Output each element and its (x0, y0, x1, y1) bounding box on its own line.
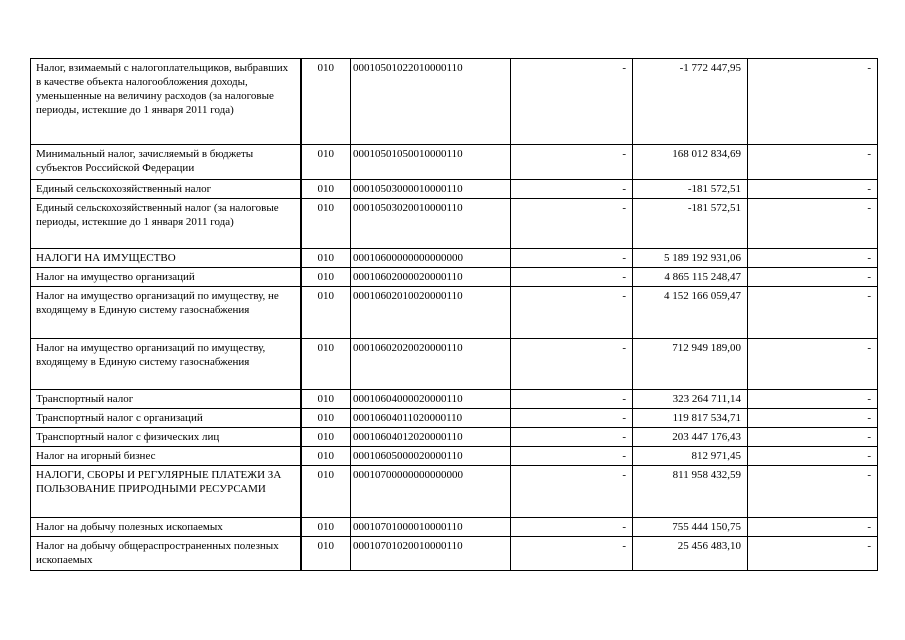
row-plan-value: - (511, 339, 633, 390)
row-line-code: 010 (301, 268, 351, 287)
table-row (31, 59, 878, 145)
row-plan-value: - (511, 518, 633, 537)
row-line-code: 010 (301, 518, 351, 537)
row-classification-code: 00010604000020000110 (351, 390, 511, 409)
row-plan-value: - (511, 537, 633, 571)
table-row (31, 466, 878, 518)
row-executed-value: -1 772 447,95 (633, 59, 748, 145)
row-classification-code: 00010602020020000110 (351, 339, 511, 390)
row-remainder-value: - (748, 428, 878, 447)
table-row (31, 339, 878, 390)
row-classification-code: 00010600000000000000 (351, 249, 511, 268)
row-line-code: 010 (301, 390, 351, 409)
row-classification-code: 00010501050010000110 (351, 145, 511, 180)
row-classification-code: 00010604011020000110 (351, 409, 511, 428)
row-name: Налог, взимаемый с налогоплательщиков, выбравших в качестве объекта налогообложения доходы, уменьшенные на величину расходов (за налоговые периоды, истекшие до 1 января 2011 года) (31, 59, 301, 145)
row-line-code: 010 (301, 145, 351, 180)
table-row (31, 518, 878, 537)
row-line-code: 010 (301, 287, 351, 339)
row-plan-value: - (511, 249, 633, 268)
row-executed-value: 4 865 115 248,47 (633, 268, 748, 287)
row-plan-value: - (511, 409, 633, 428)
row-plan-value: - (511, 180, 633, 199)
row-executed-value: 755 444 150,75 (633, 518, 748, 537)
row-plan-value: - (511, 145, 633, 180)
row-executed-value: 4 152 166 059,47 (633, 287, 748, 339)
row-remainder-value: - (748, 466, 878, 518)
row-name: НАЛОГИ НА ИМУЩЕСТВО (31, 249, 301, 268)
row-remainder-value: - (748, 287, 878, 339)
row-plan-value: - (511, 447, 633, 466)
row-classification-code: 00010700000000000000 (351, 466, 511, 518)
row-executed-value: -181 572,51 (633, 199, 748, 249)
row-executed-value: 811 958 432,59 (633, 466, 748, 518)
row-name: Единый сельскохозяйственный налог (за налоговые периоды, истекшие до 1 января 2011 года) (31, 199, 301, 249)
row-remainder-value: - (748, 537, 878, 571)
row-remainder-value: - (748, 199, 878, 249)
row-name: Транспортный налог (31, 390, 301, 409)
budget-report-table (30, 58, 878, 571)
row-name: Транспортный налог с физических лиц (31, 428, 301, 447)
row-remainder-value: - (748, 390, 878, 409)
row-classification-code: 00010701000010000110 (351, 518, 511, 537)
row-executed-value: -181 572,51 (633, 180, 748, 199)
row-remainder-value: - (748, 409, 878, 428)
row-name: НАЛОГИ, СБОРЫ И РЕГУЛЯРНЫЕ ПЛАТЕЖИ ЗА ПОЛЬЗОВАНИЕ ПРИРОДНЫМИ РЕСУРСАМИ (31, 466, 301, 518)
row-line-code: 010 (301, 180, 351, 199)
row-name: Налог на имущество организаций по имуществу, не входящему в Единую систему газоснабжения (31, 287, 301, 339)
row-classification-code: 00010501022010000110 (351, 59, 511, 145)
row-line-code: 010 (301, 249, 351, 268)
row-line-code: 010 (301, 199, 351, 249)
row-name: Налог на добычу общераспространенных полезных ископаемых (31, 537, 301, 571)
row-name: Налог на добычу полезных ископаемых (31, 518, 301, 537)
row-classification-code: 00010604012020000110 (351, 428, 511, 447)
row-remainder-value: - (748, 180, 878, 199)
row-plan-value: - (511, 59, 633, 145)
row-line-code: 010 (301, 59, 351, 145)
report-body (31, 59, 878, 571)
row-name: Транспортный налог с организаций (31, 409, 301, 428)
row-plan-value: - (511, 199, 633, 249)
row-classification-code: 00010503020010000110 (351, 199, 511, 249)
table-row (31, 145, 878, 180)
row-executed-value: 168 012 834,69 (633, 145, 748, 180)
row-name: Налог на имущество организаций по имуществу, входящему в Единую систему газоснабжения (31, 339, 301, 390)
row-executed-value: 203 447 176,43 (633, 428, 748, 447)
row-remainder-value: - (748, 447, 878, 466)
row-remainder-value: - (748, 145, 878, 180)
row-line-code: 010 (301, 537, 351, 571)
row-line-code: 010 (301, 339, 351, 390)
row-executed-value: 119 817 534,71 (633, 409, 748, 428)
row-classification-code: 00010605000020000110 (351, 447, 511, 466)
row-name: Налог на игорный бизнес (31, 447, 301, 466)
table-row (31, 409, 878, 428)
row-plan-value: - (511, 268, 633, 287)
row-name: Единый сельскохозяйственный налог (31, 180, 301, 199)
row-line-code: 010 (301, 447, 351, 466)
row-remainder-value: - (748, 339, 878, 390)
table-row (31, 537, 878, 571)
row-line-code: 010 (301, 466, 351, 518)
row-classification-code: 00010503000010000110 (351, 180, 511, 199)
row-executed-value: 323 264 711,14 (633, 390, 748, 409)
row-plan-value: - (511, 466, 633, 518)
table-row (31, 199, 878, 249)
row-remainder-value: - (748, 59, 878, 145)
table-row (31, 249, 878, 268)
row-plan-value: - (511, 287, 633, 339)
row-name: Минимальный налог, зачисляемый в бюджеты субъектов Российской Федерации (31, 145, 301, 180)
row-remainder-value: - (748, 249, 878, 268)
table-row (31, 447, 878, 466)
row-plan-value: - (511, 390, 633, 409)
row-classification-code: 00010701020010000110 (351, 537, 511, 571)
row-name: Налог на имущество организаций (31, 268, 301, 287)
row-remainder-value: - (748, 518, 878, 537)
table-row (31, 390, 878, 409)
row-line-code: 010 (301, 409, 351, 428)
table-row (31, 268, 878, 287)
row-executed-value: 5 189 192 931,06 (633, 249, 748, 268)
table-row (31, 287, 878, 339)
row-plan-value: - (511, 428, 633, 447)
row-classification-code: 00010602010020000110 (351, 287, 511, 339)
row-line-code: 010 (301, 428, 351, 447)
row-classification-code: 00010602000020000110 (351, 268, 511, 287)
row-executed-value: 25 456 483,10 (633, 537, 748, 571)
row-executed-value: 712 949 189,00 (633, 339, 748, 390)
table-row (31, 428, 878, 447)
row-remainder-value: - (748, 268, 878, 287)
row-executed-value: 812 971,45 (633, 447, 748, 466)
table-row (31, 180, 878, 199)
